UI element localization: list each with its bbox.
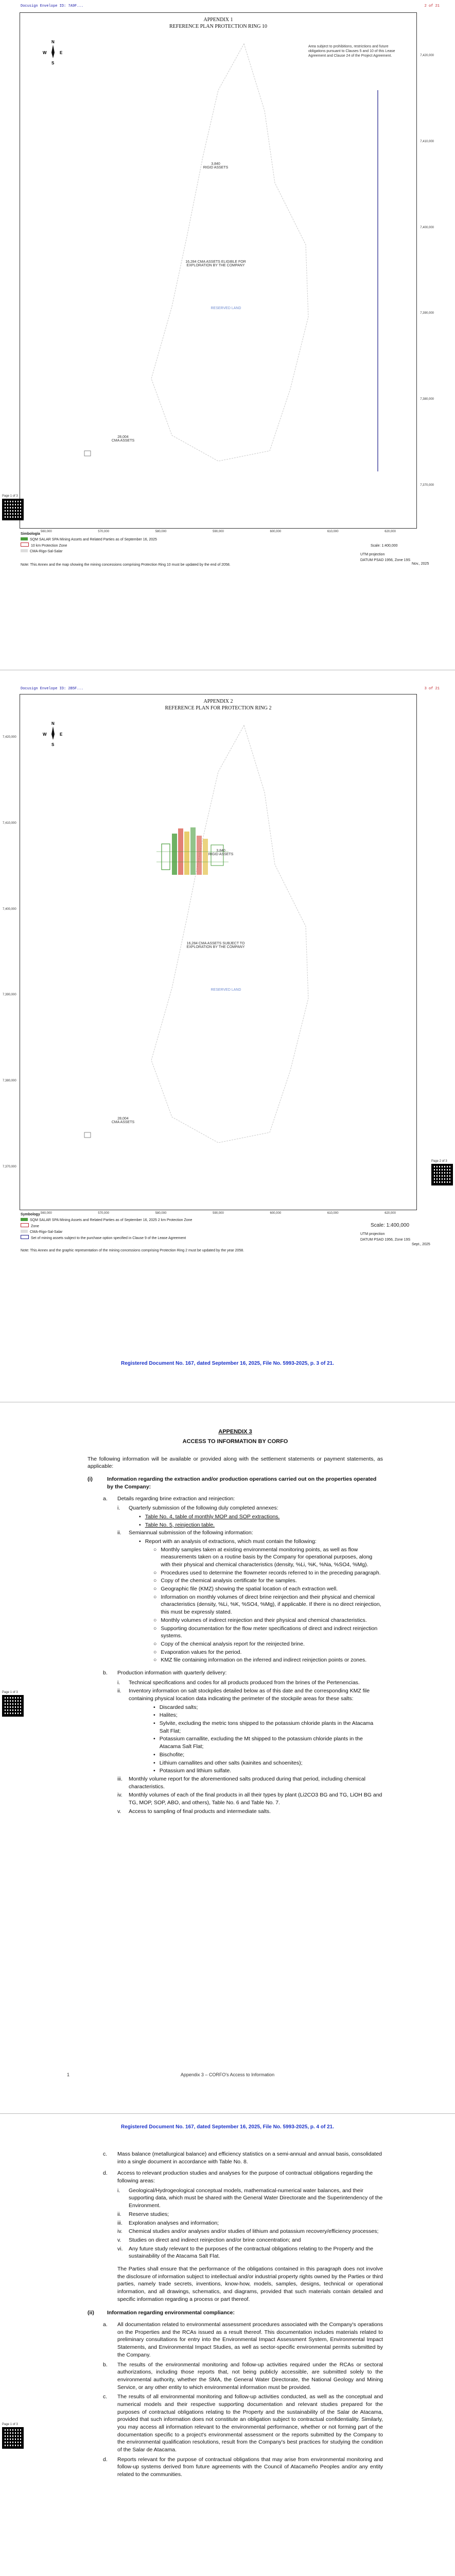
y-tick: 7,380,000: [3, 1079, 16, 1083]
y-tick: 7,400,000: [3, 907, 16, 911]
list-item: iii. Monthly volume report for the aforementioned salts produced during that period, including chemical characteristics.: [117, 1775, 365, 1790]
y-tick: 7,410,000: [420, 140, 434, 143]
list-item: ○ Geographic file (KMZ) showing the spatial location of each extraction well.: [153, 1586, 338, 1592]
label-reserved-land: RESERVED LAND: [211, 307, 241, 310]
list-item: • Table No. 5, reinjection table.: [139, 1521, 215, 1528]
envelope-header: [21, 686, 440, 692]
section-i-heading: (i) Information regarding the extraction and/or production operations carried out on the properties operated by the Company:: [87, 1476, 377, 1490]
list-item: • Lithium carnallites and other salts (kainites and schoenites);: [153, 1759, 303, 1766]
svg-text:N: N: [51, 40, 55, 44]
list-item: iii. Exploration analyses and information;: [117, 2219, 219, 2226]
envelope-id: Docusign Envelope ID: 2B5F...: [21, 687, 83, 691]
qr-code-icon: [2, 499, 24, 520]
map-date: Sept., 2025: [412, 1243, 430, 1246]
qr-block: [2, 495, 24, 520]
legend-item: 10 km Protection Zone: [21, 543, 278, 549]
list-item: b. Production information with quarterly delivery:: [103, 1669, 227, 1676]
list-item: vi. Any future study relevant to the purposes of the contractual obligations relating to the Property and the sustainability of the Atacama Salt Flat.: [117, 2245, 374, 2260]
list-item: • Discarded salts;: [153, 1704, 198, 1710]
qr-code-icon: [2, 1695, 24, 1717]
x-tick: 620,000: [384, 530, 396, 533]
list-item: i. Geological/Hydrogeological conceptual models, mathematical-numerical water balances, and their supporting data, which must be shared with the General Water Directorate and the Superintendency of the Environment.: [117, 2187, 383, 2209]
list-item: ii. Semiannual submission of the following information:: [117, 1530, 253, 1536]
page-number: 1: [67, 2072, 70, 2077]
plan-subtitle: REFERENCE PLAN FOR PROTECTION RING 2: [165, 705, 272, 711]
label-cma-small: 28,004 CMA ASSETS: [111, 435, 135, 443]
legend-item: SQM SALAR SPA Mining Assets and Related Parties as of September 16, 2025: [21, 537, 278, 543]
svg-text:W: W: [43, 50, 47, 55]
registered-document-footer: Registered Document No. 167, dated September 16, 2025, File No. 5993-2025, p. 3 of 21.: [120, 1361, 335, 1366]
plan-subtitle: REFERENCE PLAN PROTECTION RING 10: [169, 23, 267, 29]
list-item: • Table No. 4, table of monthly MOP and SOP extractions.: [139, 1513, 280, 1520]
qr-block: [431, 1160, 453, 1185]
legend-title: Simbología: [21, 532, 40, 536]
svg-text:S: S: [51, 742, 55, 746]
map-note: Note: This Annex and the graphic representation of the mining concessions comprising Protection Ring 2 must be updated by the year 2058.: [21, 1249, 244, 1252]
label-cma-assets: 16,284 CMA ASSETS ELIGIBLE FOR EXPLORATION BY THE COMPANY: [185, 260, 246, 267]
scale-label: Scale: 1:400,000: [371, 1223, 410, 1228]
list-item: ○ Monthly volumes of indirect reinjection and their physical and chemical characteristics.: [153, 1617, 367, 1623]
y-tick: 7,420,000: [3, 736, 16, 739]
cma-small-box: [84, 1132, 91, 1138]
appendix-title: APPENDIX 2: [203, 699, 233, 704]
svg-text:E: E: [60, 50, 63, 55]
map-legend: [21, 1212, 288, 1242]
list-item: v. Studies on direct and indirect reinjection and/or brine concentration; and: [117, 2236, 301, 2243]
map-legend: [21, 532, 278, 554]
ring-boundary: [151, 725, 308, 1143]
legend-item: CMA-Rigo-Sal-Salar: [21, 549, 278, 555]
label-reserved-land: RESERVED LAND: [211, 988, 241, 992]
section-ii-heading: (ii) Information regarding environmental compliance:: [87, 2310, 235, 2316]
list-item: d. Reports relevant for the purpose of contractual obligations that may arise from environmental monitoring and follow-up systems derived from future agreements with the Council of Atacameño Peoples and/or any entity related to the communities.: [103, 2456, 383, 2478]
intro-paragraph: The following information will be available or provided along with the settlement statements or payment statements, as applicable:: [87, 1455, 383, 1470]
label-cma-assets: 16,284 CMA ASSETS SUBJECT TO EXPLORATION BY THE COMPANY: [186, 942, 245, 949]
envelope-id: Docusign Envelope ID: 7A9F...: [21, 4, 83, 8]
list-item: a. All documentation related to environmental assessment procedures associated with the Company's operations on the Properties and the RCAs issued as a result thereof. This documentation includes materials related to preliminary consultations for entry into the Environmental Impact Assessment System, Environmental Impact Statements, and Environmental Impact Studies, as well as sector-specific environmental permits submitted by the Company.: [103, 2321, 383, 2358]
y-tick: 7,380,000: [420, 398, 434, 401]
x-tick: 600,000: [270, 1212, 282, 1215]
qr-label: Page 1 of 3: [2, 2423, 18, 2426]
x-tick: 590,000: [213, 530, 224, 533]
list-item: ○ Copy of the chemical analysis certificate for the samples.: [153, 1578, 297, 1584]
legend-item: Zone: [21, 1223, 288, 1230]
envelope-header: [21, 3, 440, 9]
x-tick: 590,000: [213, 1212, 224, 1215]
list-item: ii. Inventory information on salt stockpiles detailed below as of this date and the corresponding KMZ file containing physical location data indicating the perimeter of the stockpile areas for these salts:: [117, 1688, 370, 1702]
map-canvas: [48, 28, 388, 482]
qr-label: Page 1 of 3: [2, 1691, 18, 1694]
x-tick: 610,000: [327, 530, 339, 533]
qr-block: [2, 1691, 24, 1717]
y-tick: 7,370,000: [3, 1165, 16, 1168]
list-item: b. The results of the environmental monitoring and follow-up activities required under the RCAs or sectoral authorizations, including those reports that, not being publicly accessible, are submitted solely to the environmental authority, whether the SMA, the General Water Directorate, the National Geology and Mining Service, or any other entity to which environmental information must be provided.: [103, 2361, 383, 2391]
list-item: ○ Supporting documentation for the flow meter specifications of direct and indirect reinjection systems.: [153, 1625, 378, 1639]
qr-label: Page 2 of 3: [431, 1160, 447, 1163]
list-item: i. Quarterly submission of the following duly completed annexes:: [117, 1505, 278, 1512]
svg-text:N: N: [51, 721, 55, 726]
y-tick: 7,420,000: [420, 54, 434, 57]
scale-label: Scale: 1:400,000: [371, 544, 398, 548]
list-item: iv. Chemical studies and/or analyses and/or studies of lithium and potassium recovery/efficiency processes;: [117, 2228, 379, 2235]
y-tick: 7,390,000: [3, 993, 16, 997]
ring-boundary: [151, 44, 308, 461]
label-rigid-assets: 3,840 RIGID ASSETS: [203, 162, 229, 170]
list-item: ○ Evaporation values for the period.: [153, 1649, 242, 1655]
y-tick: 7,410,000: [3, 821, 16, 825]
list-item: ii. Reserve studies;: [117, 2211, 169, 2217]
appendix-title: APPENDIX 3: [218, 1429, 252, 1435]
confidentiality-paragraph: The Parties shall ensure that the performance of the obligations contained in this paragraph does not involve the disclosure of information subject to intellectual and/or industrial property rights owned by the Parties or third parties, namely trade secrets, inventions, know-how, models, samples, designs, technical or operational information, and all drawings, schematics, and diagrams, provided that such materials contain detailed and specific information regarding a process or part thereof.: [117, 2265, 383, 2302]
page-appendix-2: [0, 670, 455, 1402]
y-axis-ticks: [420, 54, 434, 487]
x-tick: 570,000: [98, 1212, 110, 1215]
list-item: ○ KMZ file containing information on the inferred and indirect reinjection points or zones.: [153, 1657, 367, 1664]
list-item: ○ Information on monthly volumes of direct brine reinjection and their physical and chemical characteristics (density, %Li, %K, %SO4, %Mg), if applicable. If there is no direct reinjection, this must be expressly stated.: [153, 1594, 381, 1616]
page-counter: 3 of 21: [424, 687, 440, 691]
list-item: ○ Copy of the chemical analysis report for the reinjected brine.: [153, 1640, 305, 1647]
projection-label: UTM projection DATUM PSAD 1956, Zone 19S: [360, 1232, 411, 1242]
legend-item: Set of mining assets subject to the purchase option specified in Clause 9 of the Lease Agreement: [21, 1235, 288, 1242]
list-item: d. Access to relevant production studies and analyses for the purpose of contractual obligations regarding the following areas:: [103, 2170, 373, 2184]
projection-label: UTM projection DATUM PSAD 1956, Zone 19S: [360, 553, 411, 562]
y-tick: 7,390,000: [420, 312, 434, 315]
footer-title: Appendix 3 – CORFO's Access to Information: [180, 2072, 275, 2077]
y-tick: 7,400,000: [420, 226, 434, 229]
list-item: v. Access to sampling of final products and intermediate salts.: [117, 1808, 271, 1815]
legend-item: CMA-Rigo-Sal-Salar: [21, 1230, 288, 1235]
page-appendix-1: [0, 0, 455, 670]
map-canvas: [48, 710, 388, 1163]
appendix-title: APPENDIX 1: [203, 17, 233, 23]
list-item: ○ Procedures used to determine the flowmeter records referred to in the preceding paragraph.: [153, 1569, 381, 1576]
qr-code-icon: [431, 1164, 453, 1185]
list-item: • Sylvite, excluding the metric tons shipped to the potassium chloride plants in the Atacama Salt Flat;: [153, 1720, 374, 1734]
label-cma-small: 28,004 CMA ASSETS: [111, 1117, 135, 1124]
prohibition-note: Area subject to prohibitions, restrictions and future obligations pursuant to Clauses 5 and 10 of this Lease Agreement and Clause 24 of the Project Agreement.: [308, 45, 395, 58]
list-item: • Halites;: [153, 1712, 178, 1719]
label-rigid-assets: 3,840 RIGID ASSETS: [208, 849, 234, 856]
registered-document-header: Registered Document No. 167, dated September 16, 2025, File No. 5993-2025, p. 4 of 21.: [120, 2124, 335, 2130]
x-tick: 580,000: [155, 530, 167, 533]
x-tick: 560,000: [41, 530, 52, 533]
list-item: • Potassium carnallite, excluding the Mt shipped to the potassium chloride plants in the Atacama Salt Flat;: [153, 1736, 363, 1750]
x-tick: 580,000: [155, 1212, 167, 1215]
svg-text:E: E: [60, 732, 63, 737]
qr-code-icon: [2, 2427, 24, 2449]
list-item: • Bischofite;: [153, 1751, 185, 1758]
legend-item: SQM SALAR SPA Mining Assets and Related Parties as of September 16, 2025 2 km Protection Zone: [21, 1218, 288, 1224]
page-counter: 2 of 21: [424, 4, 440, 8]
document-body: [0, 1402, 455, 1837]
list-item: c. Mass balance (metallurgical balance) and efficiency statistics on a semi-annual and annual basis, consolidated into a single document in accordance with Table No. 8.: [103, 2151, 382, 2165]
x-tick: 570,000: [98, 530, 110, 533]
x-tick: 620,000: [384, 1212, 396, 1215]
list-item: ○ Monthly samples taken at existing environmental monitoring points, as well as flow measurements taken on a routine basis by the Company for operational purposes, along with their physical and chemical characteristics (density, %Li, %K, %Na, %SO4, %Mg).: [153, 1546, 373, 1568]
page-appendix-3-part-2: [0, 2114, 455, 2576]
svg-text:S: S: [51, 61, 55, 64]
y-axis-ticks: [3, 736, 16, 1168]
map-date: Nov., 2025: [412, 562, 429, 566]
legend-title: Symbology: [21, 1213, 40, 1216]
section-subtitle: ACCESS TO INFORMATION BY CORFO: [182, 1438, 288, 1445]
list-item: iv. Monthly volumes of each of the final products in all their types by plant (Li2CO3 BG and TG, LiOH BG and TG, MOP, SOP, ABO, and others), Table No. 6 and Table No. 7.: [117, 1792, 382, 1806]
document-body: [0, 2130, 455, 2501]
list-item: • Report with an analysis of extractions, which must contain the following:: [139, 1538, 317, 1545]
map-frame: [20, 12, 434, 533]
x-tick: 600,000: [270, 530, 282, 533]
y-tick: 7,370,000: [420, 483, 434, 487]
x-tick: 610,000: [327, 1212, 339, 1215]
list-item: • Potassium and lithium sulfate.: [153, 1768, 232, 1774]
svg-text:W: W: [43, 732, 47, 737]
qr-label: Page 1 of 3: [2, 495, 18, 498]
x-tick: 560,000: [41, 1212, 52, 1215]
cma-small-box: [84, 451, 91, 456]
page-appendix-3-part-1: [0, 1402, 455, 2114]
list-item: c. The results of all environmental monitoring and follow-up activities conducted, as well as the conceptual and numerical models and their respective supporting documentation and relevant studies prepared for the purposes of contractual obligations relating to the Property and the sustainability of the Salar de Atacama, provided that such information does not constitute an obligation subject to contractual confidentiality. Similarly, you may access all information relevant to the environmental performance, whether or not forming part of the documentation specific to a project's environmental assessment or the reports submitted by the Company to the environmental qualification resolutions, result from the Company's best practices for studying the condition of the Salar de Atacama.: [103, 2394, 383, 2453]
qr-block: [2, 2423, 24, 2449]
list-item: a. Details regarding brine extraction and reinjection:: [103, 1495, 235, 1502]
list-item: i. Technical specifications and codes for all products produced from the brines of the Pertenencias.: [117, 1679, 360, 1686]
map-note: Note: This Annex and the map showing the mining concessions comprising Protection Ring 10 must be updated by the end of 2058.: [21, 563, 231, 567]
